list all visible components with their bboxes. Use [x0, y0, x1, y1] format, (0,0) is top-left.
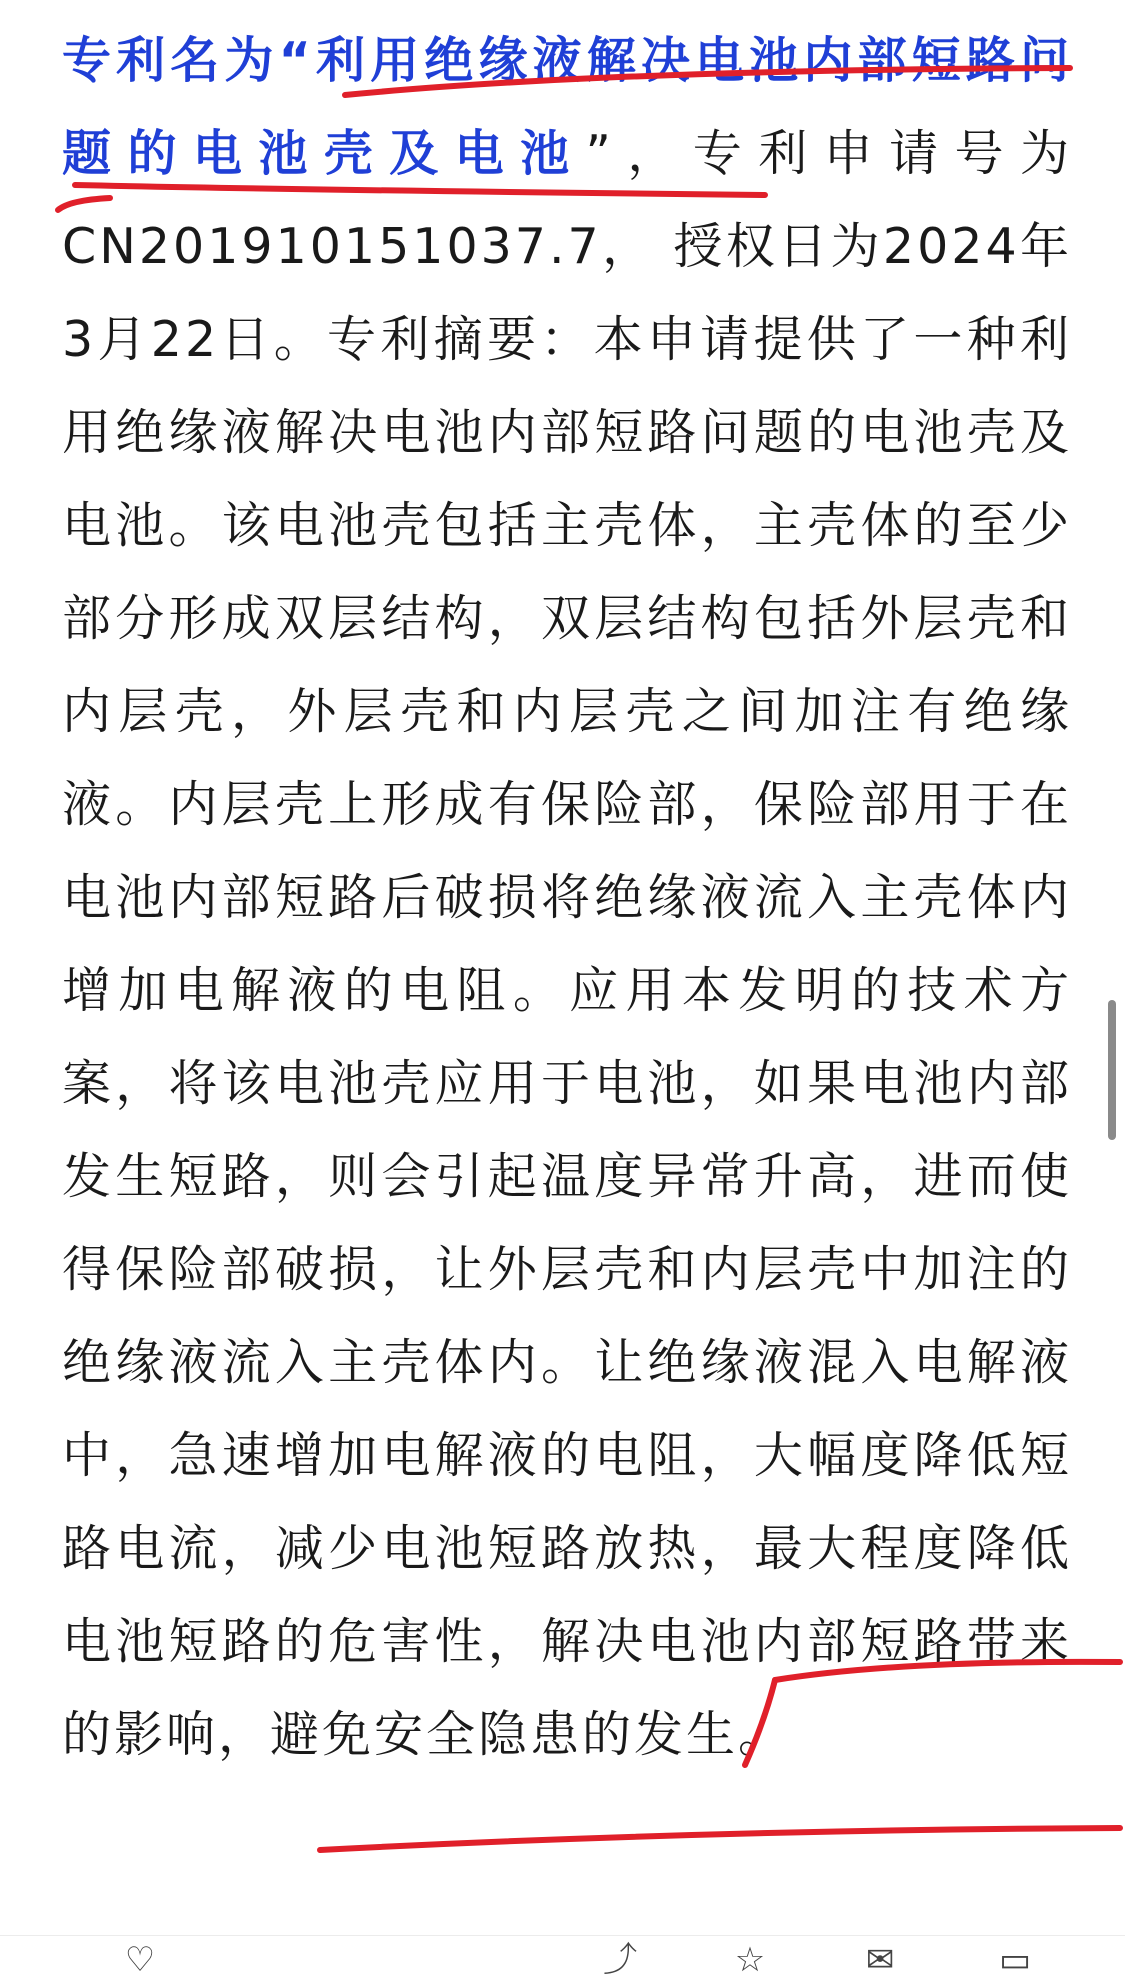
menu-icon[interactable]: ▭	[998, 1940, 1032, 1980]
patent-title-link[interactable]: 专利名为“利用绝缘液解决电池内部短路问题的电池壳及电池	[62, 32, 1072, 182]
underline-body-3	[320, 1828, 1120, 1850]
bottom-toolbar	[0, 1935, 1125, 1987]
like-icon[interactable]: ♡	[124, 1940, 156, 1980]
scrollbar[interactable]	[1108, 1000, 1116, 1140]
comment-icon[interactable]: ✉	[865, 1940, 895, 1980]
close-quote: ”	[585, 125, 614, 182]
collect-icon[interactable]: ☆	[734, 1940, 766, 1980]
patent-abstract-text: ，专利申请号为CN201910151037.7， 授权日为2024年3月22日。专利摘要：本申请提供了一种利用绝缘液解决电池内部短路问题的电池壳及电池。该电池壳包括主壳体，主壳体的至少部分形成双层结构，双层结构包括外层壳和内层壳，外层壳和内层壳之间加注有绝缘液。内层壳上形成有保险部，保险部用于在电池内部短路后破损将绝缘液流入主壳体内增加电解液的电阻。应用本发明的技术方案，将该电池壳应用于电池，如果电池内部发生短路，则会引起温度异常升高，进而使得保险部破损，让外层壳和内层壳中加注的绝缘液流入主壳体内。让绝缘液混入电解液中，急速增加电解液的电阻，大幅度降低短路电流，减少电池短路放热，最大程度降低电池短路的危害性，解决电池内部短路带来的影响，避免安全隐患的发生。	[62, 125, 1072, 1763]
share-icon[interactable]: ⤴	[603, 1940, 637, 1980]
article-text	[62, 14, 1072, 1781]
